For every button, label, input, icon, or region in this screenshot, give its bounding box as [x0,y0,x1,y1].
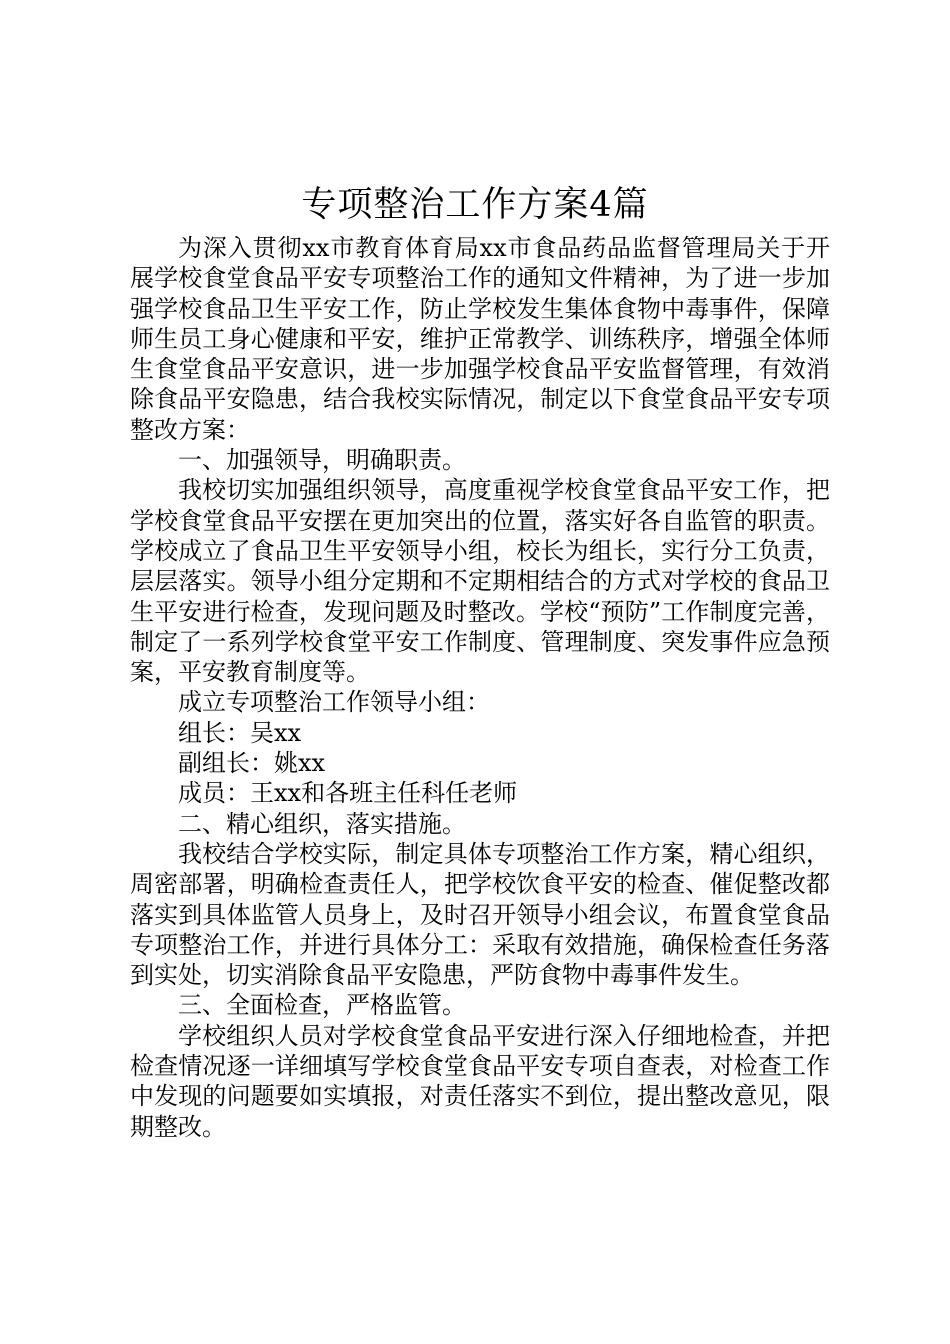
document-title: 专项整治工作方案4篇 [301,185,649,225]
paragraph-group-heading: 成立专项整治工作领导小组： [178,688,490,717]
paragraph-measures: 我校结合学校实际，制定具体专项整治工作方案，精心组织，周密部署，明确检查责任人，把学校饮食平安的检查、催促整改都落实到具体监管人员身上，及时召开领导小组会议，布置食堂食品专项整治工作，并进行具体分工：采取有效措施，确保检查任务落到实处，切实消除食品平安隐患，严防食物中毒事件发生。 [130,839,830,990]
paragraph-deputy-leader: 副组长：姚xx [178,749,326,778]
section-heading-3: 三、全面检查，严格监管。 [178,991,466,1020]
section-heading-1: 一、加强领导，明确职责。 [178,446,466,475]
section-heading-2: 二、精心组织，落实措施。 [178,809,466,838]
paragraph-inspection: 学校组织人员对学校食堂食品平安进行深入仔细地检查，并把检查情况逐一详细填写学校食堂食品平安专项自查表，对检查工作中发现的问题要如实填报，对责任落实不到位，提出整改意见，限期整改。 [130,1021,830,1141]
paragraph-intro: 为深入贯彻xx市教育体育局xx市食品药品监督管理局关于开展学校食堂食品平安专项整治工作的通知文件精神，为了进一步加强学校食品卫生平安工作，防止学校发生集体食物中毒事件，保障师生员工身心健康和平安，维护正常教学、训练秩序，增强全体师生食堂食品平安意识，进一步加强学校食品平安监督管理，有效消除食品平安隐患，结合我校实际情况，制定以下食堂食品平安专项整改方案： [130,234,830,444]
paragraph-members: 成员：王xx和各班主任科任老师 [178,779,518,808]
document-body [130,233,830,1142]
paragraph-leader: 组长：吴xx [178,718,302,747]
paragraph-leadership: 我校切实加强组织领导，高度重视学校食堂食品平安工作，把学校食堂食品平安摆在更加突出的位置，落实好各自监管的职责。学校成立了食品卫生平安领导小组，校长为组长，实行分工负责，层层落实。领导小组分定期和不定期相结合的方式对学校的食品卫生平安进行检查，发现问题及时整改。学校“预防”工作制度完善，制定了一系列学校食堂平安工作制度、管理制度、突发事件应急预案，平安教育制度等。 [130,476,830,687]
